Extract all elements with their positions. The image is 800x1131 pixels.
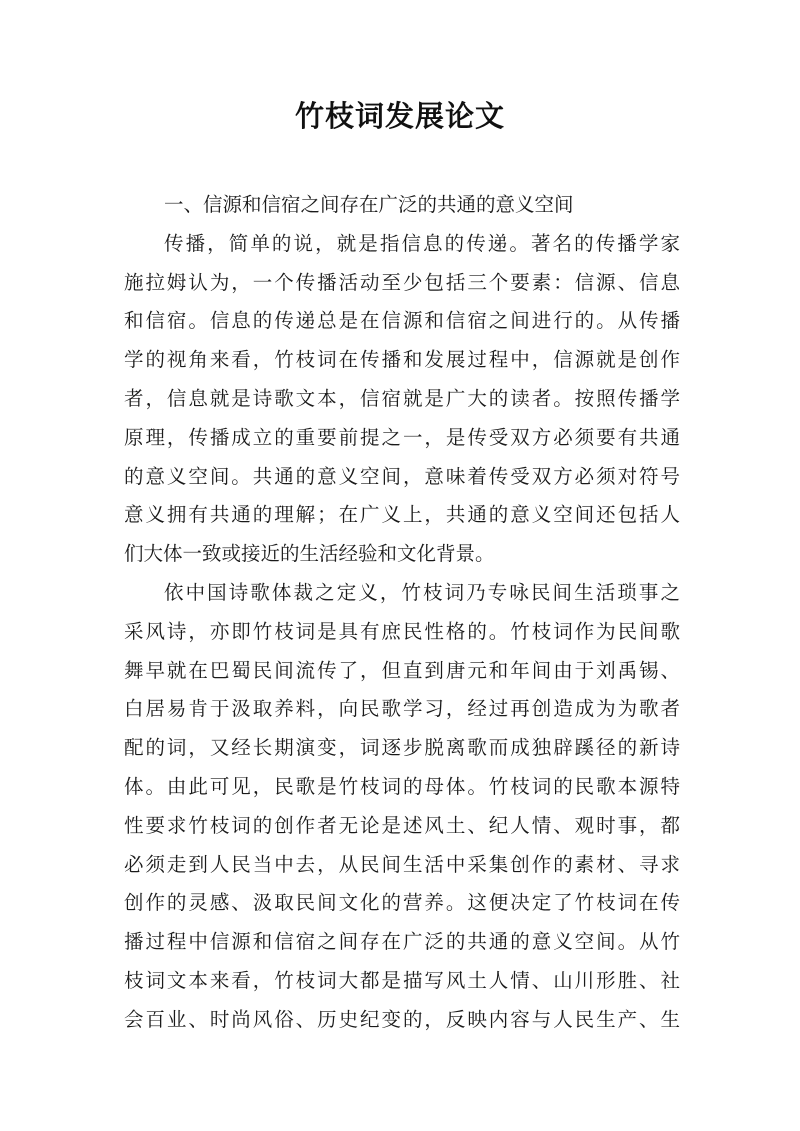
paragraph-line: 依中国诗歌体裁之定义，竹枝词乃专咏民间生活琐事之: [164, 580, 680, 604]
paragraph-line: 会百业、时尚风俗、历史纪变的，反映内容与人民生产、生: [124, 1007, 680, 1031]
paragraph-line: 意义拥有共通的理解；在广义上，共通的意义空间还包括人: [124, 503, 680, 527]
paragraph-line: 们大体一致或接近的生活经验和文化背景。: [124, 542, 495, 566]
paragraph-line: 学的视角来看，竹枝词在传播和发展过程中，信源就是创作: [124, 348, 680, 372]
paragraph-line: 和信宿。信息的传递总是在信源和信宿之间进行的。从传播: [124, 309, 680, 333]
paragraph-line: 白居易肯于汲取养料，向民歌学习，经过再创造成为为歌者: [124, 697, 680, 721]
paragraph-line: 性要求竹枝词的创作者无论是述风土、纪人情、观时事，都: [124, 813, 680, 837]
document-title: 竹枝词发展论文: [294, 99, 505, 133]
paragraph-line: 播过程中信源和信宿之间存在广泛的共通的意义空间。从竹: [124, 930, 680, 954]
paragraph-line: 枝词文本来看，竹枝词大都是描写风土人情、山川形胜、社: [124, 968, 680, 992]
paragraph-line: 施拉姆认为，一个传播活动至少包括三个要素：信源、信息: [124, 270, 680, 294]
paragraph-line: 采风诗，亦即竹枝词是具有庶民性格的。竹枝词作为民间歌: [124, 619, 680, 643]
document-body: [124, 186, 680, 1040]
paragraph-line: 的意义空间。共通的意义空间，意味着传受双方必须对符号: [124, 464, 680, 488]
paragraph-line: 舞早就在巴蜀民间流传了，但直到唐元和年间由于刘禹锡、: [124, 658, 680, 682]
paragraph-line: 配的词，又经长期演变，词逐步脱离歌而成独辟蹊径的新诗: [124, 736, 680, 760]
paragraph-line: 传播，简单的说，就是指信息的传递。著名的传播学家: [164, 231, 680, 255]
section-heading: 一、信源和信宿之间存在广泛的共通的意义空间: [164, 193, 574, 216]
paragraph-line: 必须走到人民当中去，从民间生活中采集创作的素材、寻求: [124, 852, 680, 876]
paragraph-line: 体。由此可见，民歌是竹枝词的母体。竹枝词的民歌本源特: [124, 774, 680, 798]
paragraph-line: 原理，传播成立的重要前提之一，是传受双方必须要有共通: [124, 425, 680, 449]
paragraph-line: 者，信息就是诗歌文本，信宿就是广大的读者。按照传播学: [124, 386, 680, 410]
paragraph-line: 创作的灵感、汲取民间文化的营养。这便决定了竹枝词在传: [124, 891, 680, 915]
